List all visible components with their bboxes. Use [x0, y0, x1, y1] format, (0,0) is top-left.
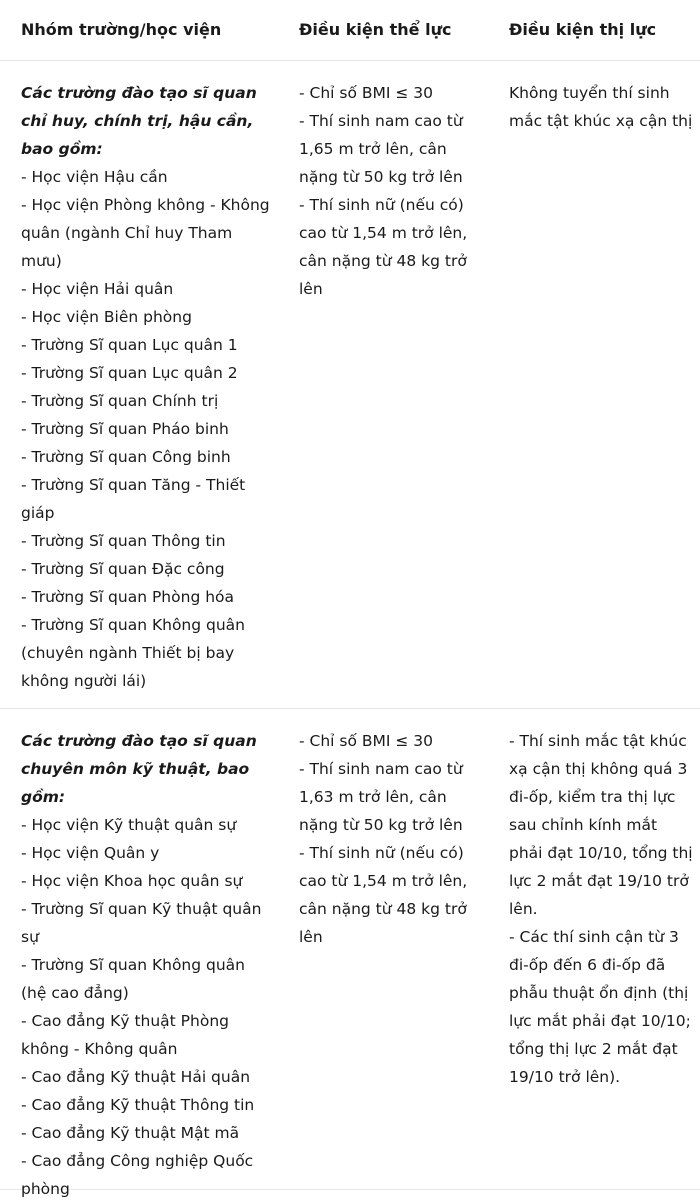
physical-item: - Chỉ số BMI ≤ 30 — [299, 84, 434, 102]
table-header-row — [0, 0, 700, 61]
school-item: - Trường Sĩ quan Đặc công — [21, 560, 225, 578]
school-item: - Cao đẳng Kỹ thuật Hải quân — [21, 1068, 251, 1086]
school-item: - Trường Sĩ quan Phòng hóa — [21, 588, 235, 606]
school-item: - Cao đẳng Kỹ thuật Mật mã — [21, 1124, 240, 1142]
school-item: - Học viện Biên phòng — [21, 308, 192, 326]
vision-conditions-cell — [488, 709, 700, 1189]
vision-item: - Thí sinh mắc tật khúc xạ cận thị không quá 3 đi-ốp, kiểm tra thị lực sau chỉnh kính mắt phải đạt 10/10, tổng thị lực 2 mắt đạt 19/10 trở lên. — [509, 732, 693, 918]
school-item: - Trường Sĩ quan Thông tin — [21, 532, 226, 550]
school-item: - Trường Sĩ quan Lục quân 2 — [21, 364, 238, 382]
school-item: - Trường Sĩ quan Chính trị — [21, 392, 219, 410]
school-item: - Trường Sĩ quan Pháo binh — [21, 420, 229, 438]
physical-item: - Thí sinh nữ (nếu có) cao từ 1,54 m trở lên, cân nặng từ 48 kg trở lên — [299, 844, 468, 946]
school-item: - Trường Sĩ quan Lục quân 1 — [21, 336, 238, 354]
physical-item: - Chỉ số BMI ≤ 30 — [299, 732, 434, 750]
school-group-cell — [0, 61, 278, 708]
school-item: - Học viện Kỹ thuật quân sự — [21, 816, 237, 834]
school-item: - Cao đẳng Kỹ thuật Phòng không - Không quân — [21, 1012, 229, 1058]
vision-conditions-cell — [488, 61, 700, 708]
school-item: - Trường Sĩ quan Công binh — [21, 448, 231, 466]
table-row — [0, 709, 700, 1198]
school-item: - Học viện Hải quân — [21, 280, 174, 298]
school-item: - Cao đẳng Kỹ thuật Thông tin — [21, 1096, 255, 1114]
header-physical-conditions: Điều kiện thể lực — [299, 20, 452, 39]
physical-conditions-cell — [278, 61, 488, 708]
school-item: - Học viện Khoa học quân sự — [21, 872, 243, 890]
school-item: - Học viện Quân y — [21, 844, 160, 862]
physical-item: - Thí sinh nam cao từ 1,63 m trở lên, cân nặng từ 50 kg trở lên — [299, 760, 463, 834]
school-item: - Trường Sĩ quan Không quân (hệ cao đẳng) — [21, 956, 246, 1002]
school-item: - Học viện Phòng không - Không quân (ngành Chỉ huy Tham mưu) — [21, 196, 270, 270]
school-item: - Trường Sĩ quan Không quân (chuyên ngành Thiết bị bay không người lái) — [21, 616, 246, 690]
group-title: Các trường đào tạo sĩ quan chỉ huy, chính trị, hậu cần, bao gồm: — [21, 84, 257, 158]
school-item: - Cao đẳng Công nghiệp Quốc phòng — [21, 1152, 254, 1198]
physical-item: - Thí sinh nam cao từ 1,65 m trở lên, cân nặng từ 50 kg trở lên — [299, 112, 463, 186]
school-item: - Trường Sĩ quan Kỹ thuật quân sự — [21, 900, 262, 946]
school-item: - Trường Sĩ quan Tăng - Thiết giáp — [21, 476, 246, 522]
header-vision-conditions: Điều kiện thị lực — [509, 20, 657, 39]
vision-item: - Các thí sinh cận từ 3 đi-ốp đến 6 đi-ốp đã phẫu thuật ổn định (thị lực mắt phải đạt 10/10; tổng thị lực 2 mắt đạt 19/10 trở lên). — [509, 928, 691, 1086]
table-row — [0, 61, 700, 709]
physical-conditions-cell — [278, 709, 488, 1189]
vision-item: Không tuyển thí sinh mắc tật khúc xạ cận thị — [509, 84, 693, 130]
header-school-group: Nhóm trường/học viện — [21, 20, 222, 39]
physical-item: - Thí sinh nữ (nếu có) cao từ 1,54 m trở lên, cân nặng từ 48 kg trở lên — [299, 196, 468, 298]
school-item: - Học viện Hậu cần — [21, 168, 168, 186]
school-group-cell — [0, 709, 278, 1198]
group-title: Các trường đào tạo sĩ quan chuyên môn kỹ thuật, bao gồm: — [21, 732, 257, 806]
